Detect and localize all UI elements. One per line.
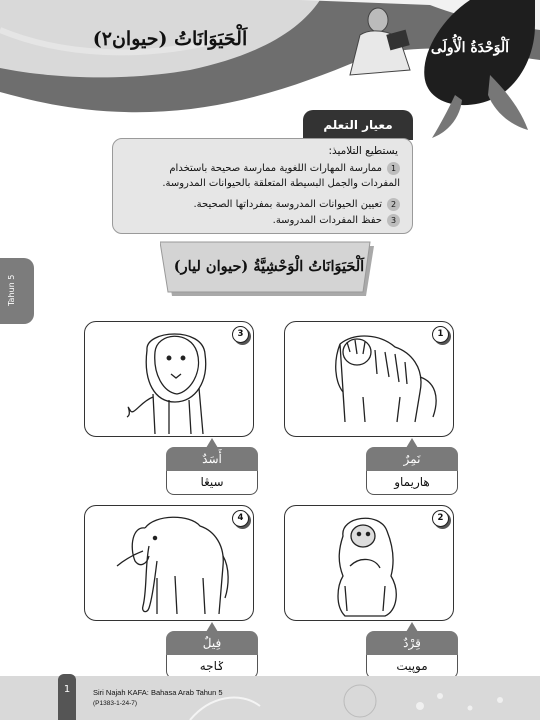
side-tab-label: Tahun 5 xyxy=(7,274,16,306)
unit-label: اَلْوَحْدَةُ الْأُولَى xyxy=(430,40,510,56)
objective-text: ممارسة المهارات اللغوية ممارسة صحيحة باستخدام المفردات والجمل البسيطة المتعلقة بالحيوانات المدروسة. xyxy=(162,163,400,189)
arabic-word-monkey: قِرْدٌ xyxy=(366,631,458,655)
objectives-intro: يستطيع التلاميذ: xyxy=(328,145,398,157)
animal-card-tiger xyxy=(284,321,454,437)
monkey-icon xyxy=(285,506,455,622)
card-number: 3 xyxy=(232,326,249,343)
animal-card-lion xyxy=(84,321,254,437)
footer-background xyxy=(0,676,540,720)
card-number: 1 xyxy=(432,326,449,343)
arabic-word-lion: أَسَدٌ xyxy=(166,447,258,471)
card-number: 2 xyxy=(432,510,449,527)
malay-word-monkey: موڽيت xyxy=(366,655,458,679)
objective-item-1 xyxy=(130,161,400,191)
objective-item-3 xyxy=(130,213,400,228)
objectives-title: معيار التعلم xyxy=(303,110,413,140)
objective-item-2 xyxy=(130,197,400,212)
card-number: 4 xyxy=(232,510,249,527)
objective-number: 3 xyxy=(387,214,400,227)
objective-text: حفظ المفردات المدروسة. xyxy=(272,215,382,226)
animal-card-monkey xyxy=(284,505,454,621)
malay-word-tiger: هاريماو xyxy=(366,471,458,495)
topic-title: اَلْحَيَوَانَاتُ الْوَحْشِيَّةُ (حيوان ليار) xyxy=(173,258,365,275)
malay-word-lion: سيڠا xyxy=(166,471,258,495)
side-tab xyxy=(0,258,34,324)
elephant-icon xyxy=(85,506,255,622)
book-code: (P1383-1-24-7) xyxy=(93,700,138,707)
objectives-box xyxy=(112,138,413,234)
objective-number: 1 xyxy=(387,162,400,175)
chapter-title: اَلْحَيَوَانَاتُ (حيوان٢) xyxy=(92,28,248,50)
animal-card-elephant xyxy=(84,505,254,621)
arabic-word-elephant: فِيلٌ xyxy=(166,631,258,655)
lion-icon xyxy=(85,322,255,438)
objective-number: 2 xyxy=(387,198,400,211)
arabic-word-tiger: نَمِرٌ xyxy=(366,447,458,471)
objective-text: تعيين الحيوانات المدروسة بمفرداتها الصحيحة. xyxy=(193,199,382,210)
tiger-icon xyxy=(285,322,455,438)
header-background xyxy=(0,0,540,140)
page-number: 1 xyxy=(58,674,76,720)
book-title: Siri Najah KAFA: Bahasa Arab Tahun 5 xyxy=(93,688,223,697)
malay-word-elephant: ݢاجه xyxy=(166,655,258,679)
